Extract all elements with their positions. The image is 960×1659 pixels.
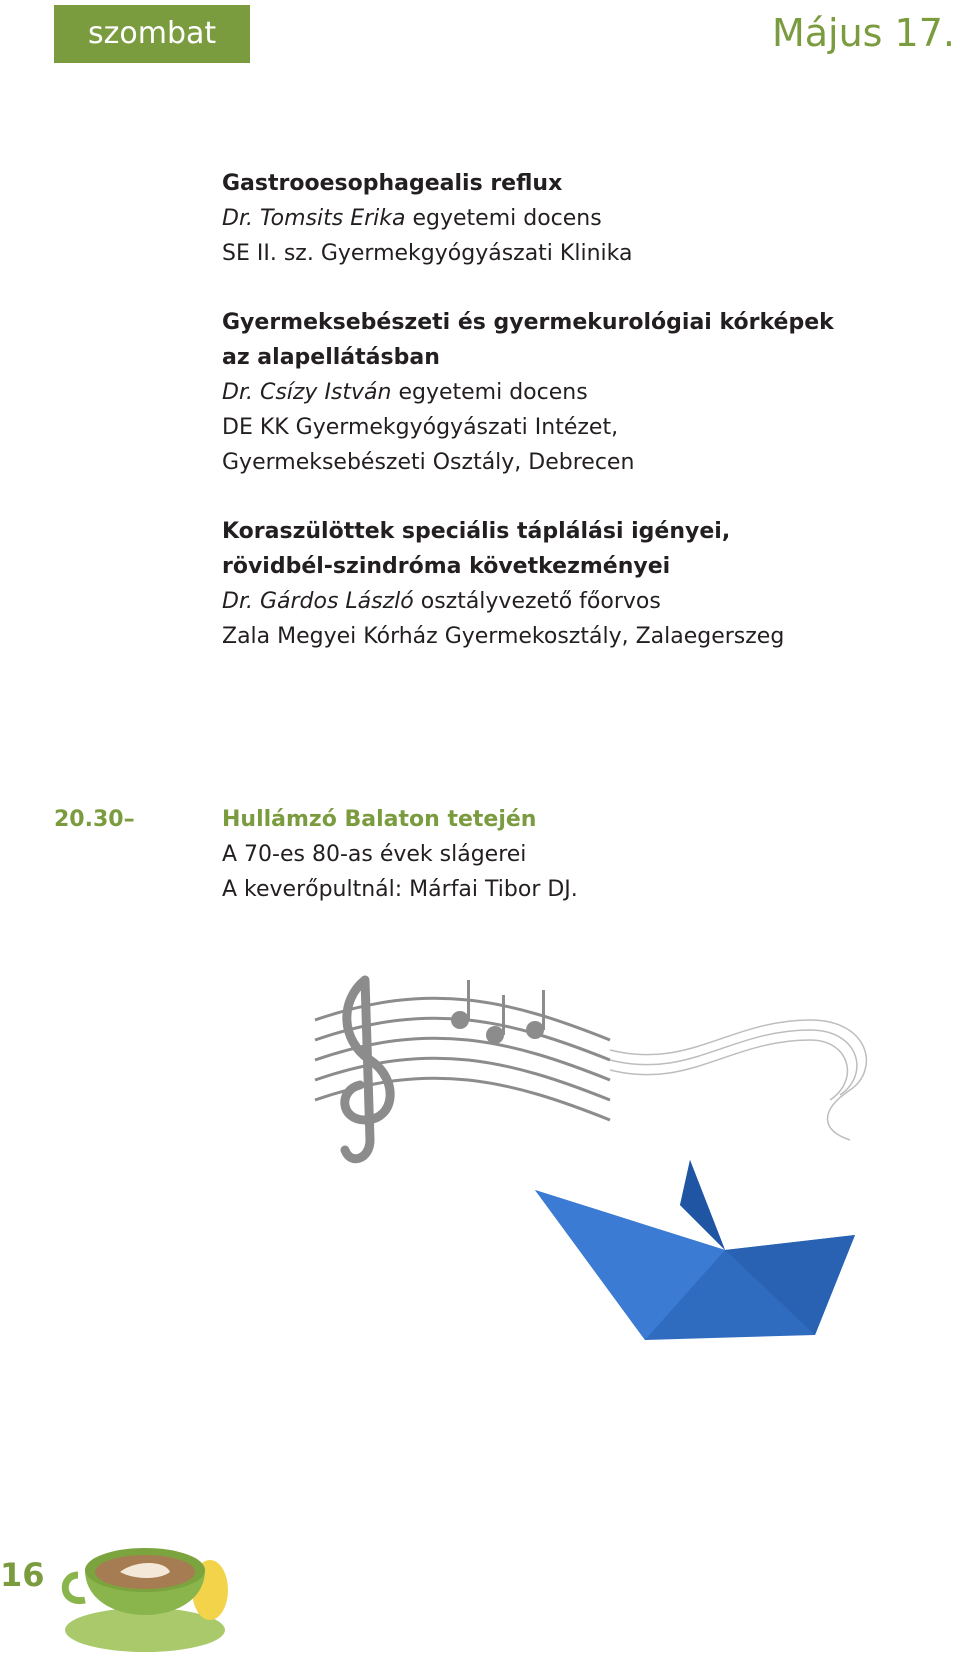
speaker-role: egyetemi docens bbox=[405, 206, 602, 231]
talk-title: rövidbél-szindróma következményei bbox=[222, 554, 671, 579]
talk-affiliation: Zala Megyei Kórház Gyermekosztály, Zalaegerszeg bbox=[222, 624, 785, 649]
speaker-role: egyetemi docens bbox=[391, 380, 588, 405]
talk-title: az alapellátásban bbox=[222, 345, 440, 370]
coffee-cup-illustration bbox=[60, 1515, 230, 1655]
speaker-role: osztályvezető főorvos bbox=[413, 589, 661, 614]
talk-affiliation: Gyermeksebészeti Osztály, Debrecen bbox=[222, 450, 635, 475]
talk-speaker bbox=[222, 584, 942, 619]
talk-title: Gyermeksebészeti és gyermekurológiai kórképek bbox=[222, 310, 834, 335]
event-line: A 70-es 80-as évek slágerei bbox=[222, 842, 527, 867]
paper-boat-icon bbox=[535, 1160, 855, 1340]
speaker-name: Dr. Csízy István bbox=[222, 380, 392, 405]
talk-speaker bbox=[222, 375, 942, 410]
page-date: Május 17. bbox=[771, 11, 955, 55]
talk-list bbox=[222, 166, 942, 688]
page-number: 16 bbox=[0, 1556, 45, 1594]
speaker-name: Dr. Tomsits Erika bbox=[222, 206, 406, 231]
music-notes-illustration bbox=[310, 960, 950, 1380]
talk-item bbox=[222, 305, 942, 480]
talk-affiliation: SE II. sz. Gyermekgyógyászati Klinika bbox=[222, 241, 633, 266]
event-title: Hullámzó Balaton tetején bbox=[222, 807, 537, 832]
day-tab: szombat bbox=[54, 5, 250, 63]
talk-title: Gastrooesophagealis reflux bbox=[222, 171, 563, 196]
talk-title: Koraszülöttek speciális táplálási igényei, bbox=[222, 519, 731, 544]
event-line: A keverőpultnál: Márfai Tibor DJ. bbox=[222, 877, 578, 902]
event-time: 20.30– bbox=[54, 807, 135, 832]
talk-speaker bbox=[222, 201, 942, 236]
talk-item bbox=[222, 514, 942, 654]
speaker-name: Dr. Gárdos László bbox=[222, 589, 414, 614]
talk-affiliation: DE KK Gyermekgyógyászati Intézet, bbox=[222, 415, 619, 440]
event-body bbox=[222, 802, 922, 907]
talk-item bbox=[222, 166, 942, 271]
